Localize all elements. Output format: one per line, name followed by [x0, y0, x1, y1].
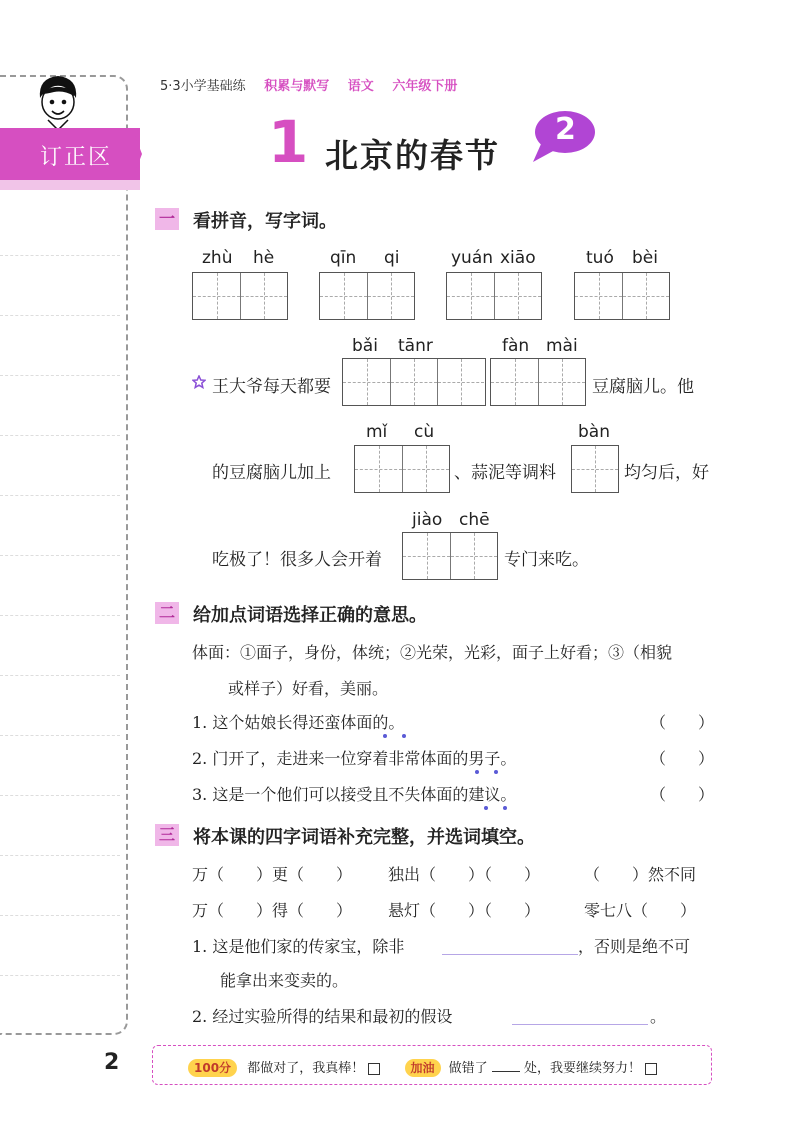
question-text: ，否则是绝不可	[578, 937, 691, 956]
writing-grid[interactable]	[402, 532, 498, 580]
correction-tab-label: 订正区	[40, 145, 113, 170]
idiom-fill[interactable]: （ ）然不同	[584, 865, 697, 884]
pinyin: tānr	[398, 336, 433, 356]
pinyin: chē	[459, 510, 490, 530]
sentence-text: 均匀后，好	[624, 463, 709, 483]
mascot-avatar	[30, 72, 86, 136]
pinyin: fàn	[502, 336, 530, 356]
pinyin: yuán	[451, 248, 494, 268]
definition-line-2: 或样子）好看，美丽。	[228, 679, 389, 698]
question-item: 2. 经过实验所得的结果和最初的假设	[192, 1007, 453, 1026]
section-3-title: 将本课的四字词语补充完整，并选词填空。	[193, 827, 535, 848]
book-name: 积累与默写	[264, 79, 330, 94]
question-item: 1. 这个姑娘长得还蛮体面的。	[192, 713, 405, 732]
speech-bubble-icon	[531, 108, 597, 164]
answer-blank[interactable]: （ ）	[650, 785, 715, 804]
emphasis-dot	[494, 770, 498, 774]
definition-line-1: 体面：①面子，身份，体统；②光荣，光彩，面子上好看；③（相貌	[192, 643, 673, 662]
answer-blank[interactable]: （ ）	[650, 749, 715, 768]
emphasis-dot	[402, 734, 406, 738]
section-1-title: 看拼音，写字词。	[193, 211, 337, 232]
grade-name: 六年级下册	[392, 79, 458, 94]
section-2-title: 给加点词语选择正确的意思。	[193, 605, 427, 626]
answer-line[interactable]	[512, 1022, 648, 1025]
idiom-fill[interactable]: 万（ ）更（ ）	[192, 865, 353, 884]
writing-grid[interactable]	[574, 272, 670, 320]
pinyin: bàn	[578, 422, 610, 442]
book-header	[160, 75, 471, 94]
writing-grid[interactable]	[571, 445, 619, 493]
writing-grid[interactable]	[342, 358, 486, 406]
self-check-text-1: 都做对了，我真棒！	[247, 1061, 365, 1076]
checkbox-all-correct[interactable]	[368, 1063, 380, 1075]
self-check-text-2a: 做错了	[448, 1061, 488, 1076]
tab-shadow	[0, 180, 140, 190]
section-3-number: 三	[155, 824, 179, 846]
lesson-part-number: 2	[555, 112, 576, 147]
pinyin: xiāo	[500, 248, 536, 268]
question-text: 。	[650, 1007, 667, 1026]
pinyin: qi	[384, 248, 400, 268]
question-item: 1. 这是他们家的传家宝，除非	[192, 937, 405, 956]
question-item: 3. 这是一个他们可以接受且不失体面的建议。	[192, 785, 517, 804]
series-name: 5·3小学基础练	[160, 79, 246, 94]
idiom-fill[interactable]: 万（ ）得（ ）	[192, 901, 353, 920]
section-2-number: 二	[155, 602, 179, 624]
question-text: 能拿出来变卖的。	[220, 971, 349, 990]
emphasis-dot	[484, 806, 488, 810]
checkbox-keep-trying[interactable]	[645, 1063, 657, 1075]
pinyin: mǐ	[366, 422, 388, 442]
tab-notch	[132, 128, 142, 180]
pinyin: jiào	[412, 510, 443, 530]
idiom-fill[interactable]: 零七八（ ）	[584, 901, 697, 920]
writing-grid[interactable]	[490, 358, 586, 406]
sentence-text: 王大爷每天都要	[212, 377, 331, 397]
writing-grid[interactable]	[354, 445, 450, 493]
section-1-number: 一	[155, 208, 179, 230]
self-check-content	[188, 1057, 657, 1076]
idiom-fill[interactable]: 悬灯（ ）（ ）	[388, 901, 541, 920]
question-item: 2. 门开了，走进来一位穿着非常体面的男子。	[192, 749, 517, 768]
pinyin: hè	[253, 248, 275, 268]
pinyin: mài	[546, 336, 578, 356]
sentence-text: 吃极了！很多人会开着	[212, 550, 382, 570]
sentence-text: 、蒜泥等调料	[454, 463, 556, 483]
sentence-text: 豆腐脑儿。他	[592, 377, 694, 397]
idiom-fill[interactable]: 独出（ ）（ ）	[388, 865, 541, 884]
writing-grid[interactable]	[319, 272, 415, 320]
page-number: 2	[104, 1050, 120, 1075]
writing-grid[interactable]	[446, 272, 542, 320]
error-count-blank[interactable]	[492, 1071, 520, 1072]
emphasis-dot	[383, 734, 387, 738]
answer-line[interactable]	[442, 952, 578, 955]
lesson-number: 1	[268, 108, 309, 176]
emphasis-dot	[475, 770, 479, 774]
sentence-text: 专门来吃。	[504, 550, 589, 570]
pinyin: qīn	[330, 248, 357, 268]
pinyin: zhù	[202, 248, 233, 268]
sentence-text: 的豆腐脑儿加上	[212, 463, 331, 483]
pinyin: bèi	[632, 248, 658, 268]
emphasis-dot	[503, 806, 507, 810]
pinyin: bǎi	[352, 336, 378, 356]
encourage-badge: 加油	[405, 1059, 441, 1077]
star-icon	[192, 374, 206, 393]
full-score-badge: 100分	[188, 1059, 237, 1077]
subject-name: 语文	[347, 79, 374, 94]
self-check-text-2b: 处，我要继续努力！	[523, 1061, 641, 1076]
answer-blank[interactable]: （ ）	[650, 713, 715, 732]
writing-grid[interactable]	[192, 272, 288, 320]
pinyin: tuó	[586, 248, 614, 268]
lesson-title: 北京的春节	[325, 136, 500, 175]
pinyin: cù	[414, 422, 435, 442]
